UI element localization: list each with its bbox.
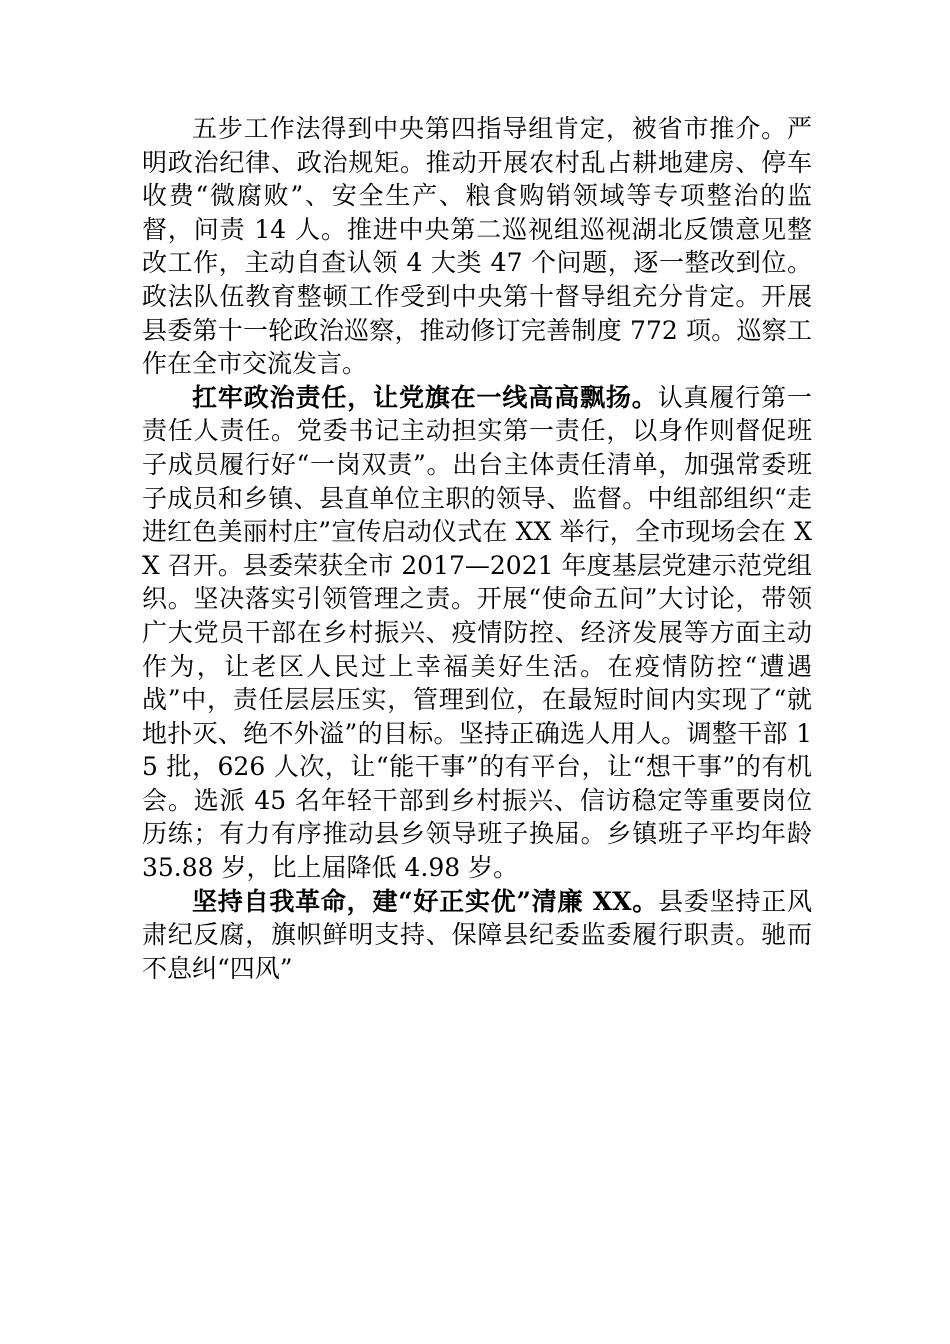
paragraph-1 xyxy=(142,112,812,381)
document-page xyxy=(142,112,812,985)
paragraph-1-text: 五步工作法得到中央第四指导组肯定，被省市推介。严明政治纪律、政治规矩。推动开展农村乱占耕地建房、停车收费“微腐败”、安全生产、粮食购销领域等专项整治的监督，问责 14 人。推进中央第二巡视组巡视湖北反馈意见整改工作，主动自查认领 4 大类 47 个问题，逐一整改到位。政法队伍教育整顿工作受到中央第十督导组充分肯定。开展县委第十一轮政治巡察，推动修订完善制度 772 项。巡察工作在全市交流发言。 xyxy=(142,114,812,379)
paragraph-3-text: 县委坚持正风肃纪反腐，旗帜鲜明支持、保障县纪委监委履行职责。驰而不息纠“四风” xyxy=(142,886,812,983)
paragraph-3 xyxy=(142,885,812,986)
paragraph-2-heading: 扛牢政治责任，让党旗在一线高高飘扬。 xyxy=(192,382,658,412)
paragraph-2 xyxy=(142,381,812,885)
paragraph-3-heading: 坚持自我革命，建“好正实优”清廉 XX。 xyxy=(192,886,659,916)
paragraph-2-text: 认真履行第一责任人责任。党委书记主动担实第一责任，以身作则督促班子成员履行好“一岗双责”。出台主体责任清单，加强常委班子成员和乡镇、县直单位主职的领导、监督。中组部组织“走进红色美丽村庄”宣传启动仪式在 XX 举行，全市现场会在 XX 召开。县委荣获全市 2017—2021 年度基层党建示范党组织。坚决落实引领管理之责。开展“使命五问”大讨论，带领广大党员干部在乡村振兴、疫情防控、经济发展等方面主动作为，让老区人民过上幸福美好生活。在疫情防控“遭遇战”中，责任层层压实，管理到位，在最短时间内实现了“就地扑灭、绝不外溢”的目标。坚持正确选人用人。调整干部 15 批，626 人次，让“能干事”的有平台，让“想干事”的有机会。选派 45 名年轻干部到乡村振兴、信访稳定等重要岗位历练；有力有序推动县乡领导班子换届。乡镇班子平均年龄 35.88 岁，比上届降低 4.98 岁。 xyxy=(142,382,812,883)
